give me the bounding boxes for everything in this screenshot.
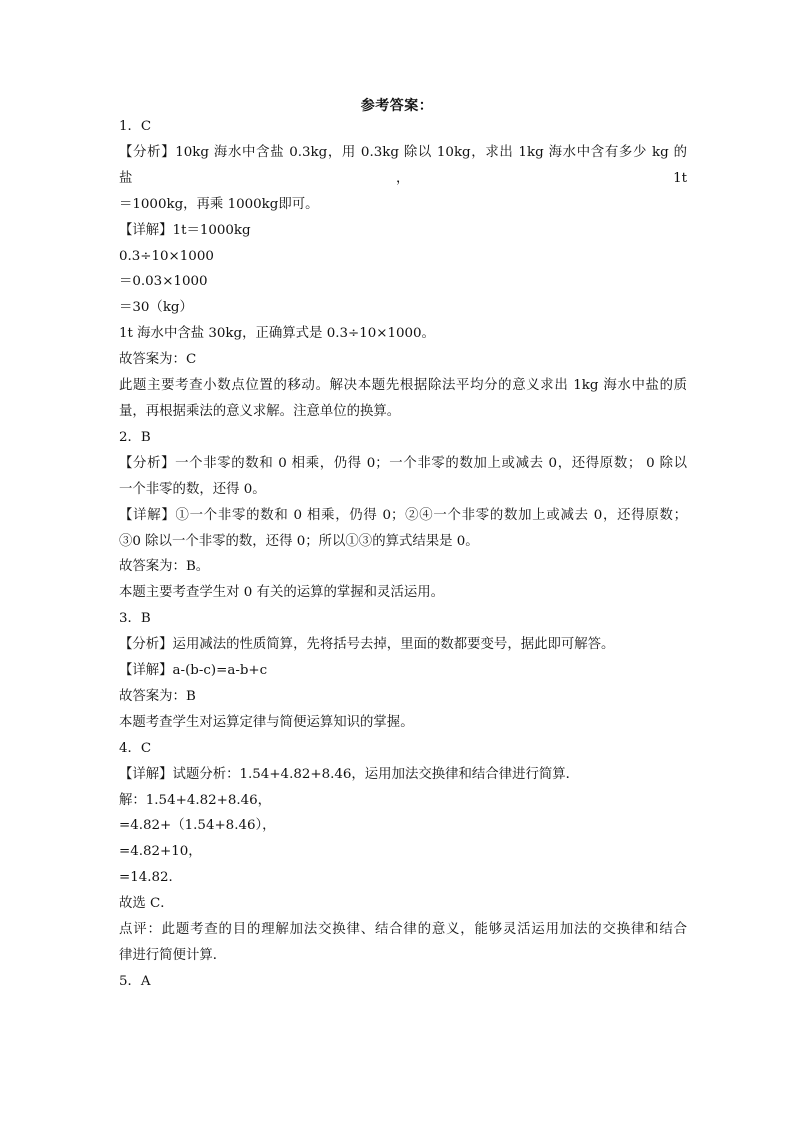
comment-line: 律进行简便计算． — [119, 948, 227, 963]
analysis-line: 一个非零的数，还得 0。 — [119, 481, 266, 497]
calc-line: 解：1.54+4.82+8.46， — [119, 792, 272, 808]
comment-line: 量，再根据乘法的意义求解。注意单位的换算。 — [119, 403, 401, 419]
analysis-line: 【分析】一个非零的数和 0 相乘，仍得 0；一个非零的数加上或减去 0，还得原数； 0 除以 — [119, 455, 687, 471]
calc-line: ＝30（kg） — [119, 300, 193, 316]
answer-line: 故答案为：B — [119, 688, 196, 704]
comment-line: 此题主要考查小数点位置的移动。解决本题先根据除法平均分的意义求出 1kg 海水中盐的质 — [119, 378, 687, 394]
calc-line: =4.82+10， — [119, 844, 202, 860]
answer-number: 4．C — [119, 740, 152, 756]
comment-line: 点评：此题考查的目的理解加法交换律、结合律的意义，能够灵活运用加法的交换律和结合 — [119, 922, 687, 938]
answer-number: 1．C — [119, 119, 152, 134]
detail-line: 【详解】a-(b-c)=a-b+c — [119, 663, 268, 679]
detail-line: ③0 除以一个非零的数，还得 0；所以①③的算式结果是 0。 — [119, 533, 479, 549]
analysis-line: ＝1000kg，再乘 1000kg即可。 — [119, 196, 319, 212]
comment-line: 本题主要考查学生对 0 有关的运算的掌握和灵活运用。 — [119, 585, 445, 601]
answer-number: 2．B — [119, 429, 151, 445]
detail-line: 【详解】①一个非零的数和 0 相乘，仍得 0；②④一个非零的数加上或减去 0，还得原数； — [119, 507, 687, 523]
answer-line: 故选 C． — [119, 896, 174, 912]
calc-line: ＝0.03×1000 — [119, 274, 208, 290]
calc-line: 0.3÷10×1000 — [119, 248, 214, 264]
analysis-line: 【分析】运用减法的性质简算，先将括号去掉，里面的数都要变号，据此即可解答。 — [119, 637, 615, 653]
answer-content — [119, 114, 687, 995]
calc-line: =14.82． — [119, 870, 182, 886]
answer-line: 故答案为：B。 — [119, 559, 210, 575]
analysis-line: 【分析】10kg 海水中含盐 0.3kg，用 0.3kg 除以 10kg，求出 1kg 海水中含有多少 kg 的盐，1t — [119, 144, 687, 186]
comment-line: 本题考查学生对运算定律与简便运算知识的掌握。 — [119, 714, 414, 730]
page-title: 参考答案： — [360, 98, 434, 114]
calc-line: =4.82+（1.54+8.46）， — [119, 818, 276, 834]
answer-line: 故答案为：C — [119, 352, 197, 368]
detail-line: 【详解】试题分析：1.54+4.82+8.46，运用加法交换律和结合律进行简算． — [119, 766, 580, 782]
answer-number: 3．B — [119, 611, 151, 627]
answer-number: 5．A — [119, 973, 151, 989]
detail-line: 1t 海水中含盐 30kg，正确算式是 0.3÷10×1000。 — [119, 326, 435, 342]
detail-line: 【详解】1t＝1000kg — [119, 222, 251, 238]
